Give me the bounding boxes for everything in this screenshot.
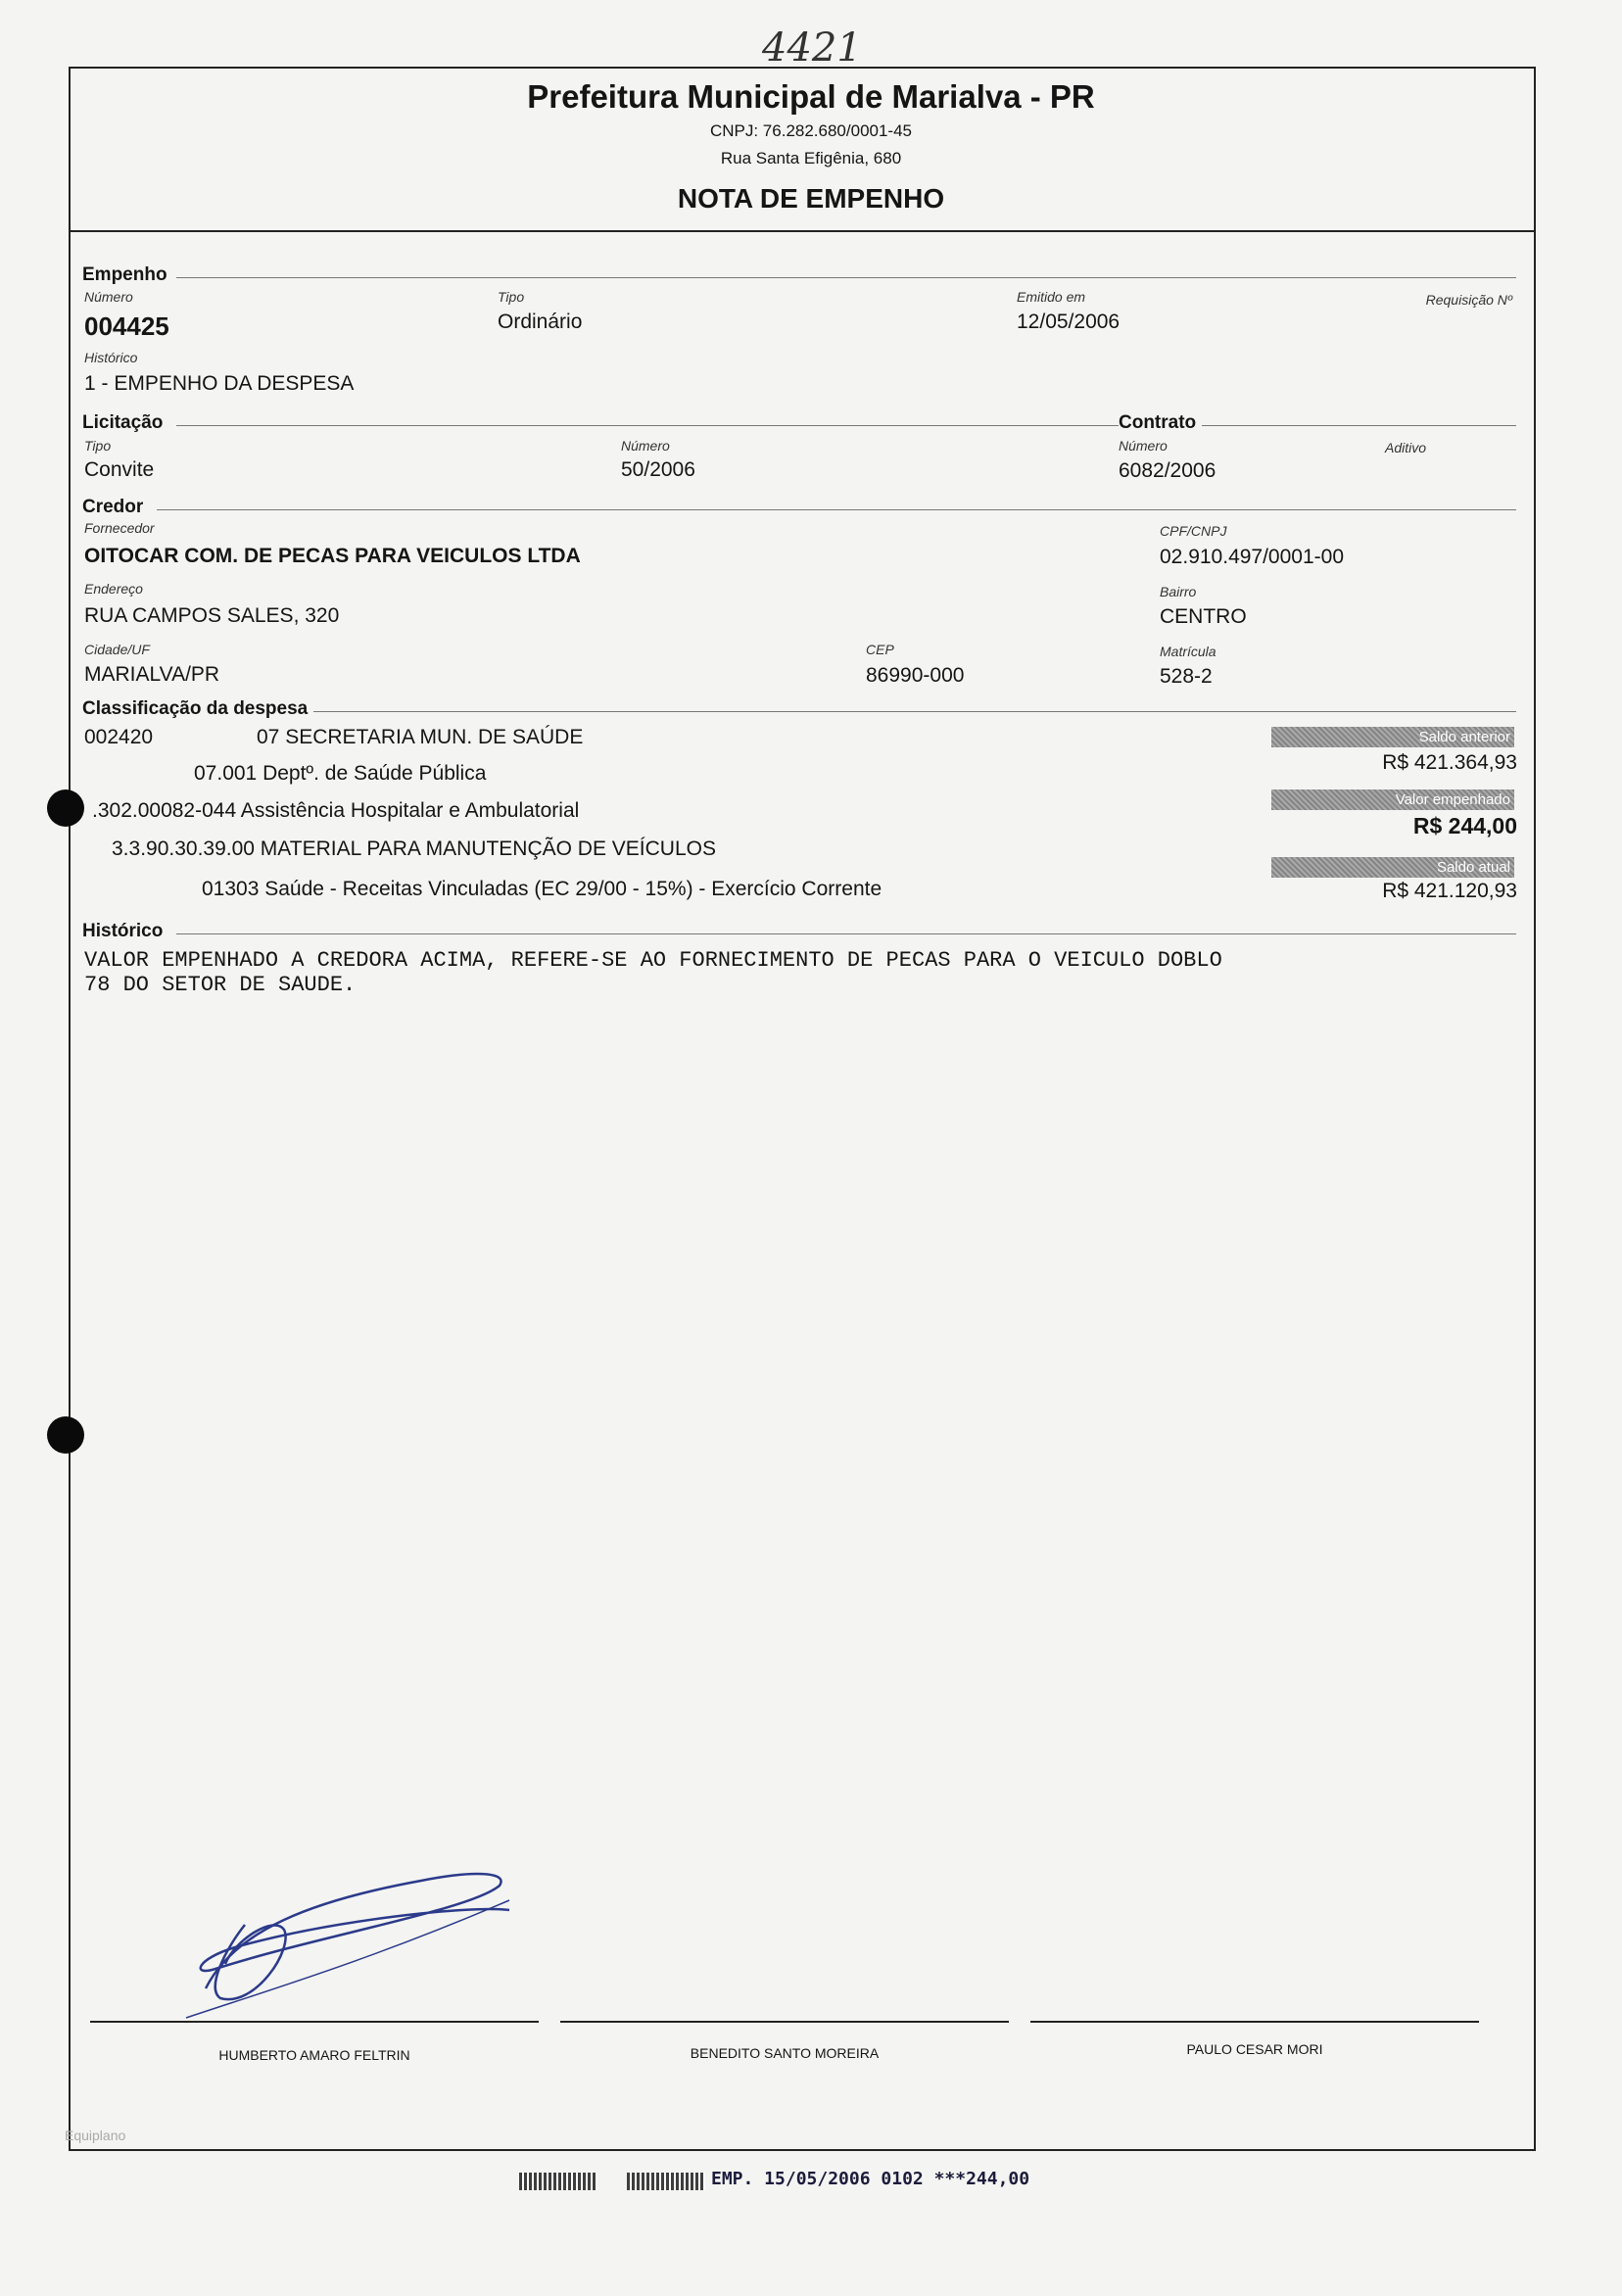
historico-section-label: Histórico	[82, 921, 168, 942]
stamp-barcode-2	[627, 2173, 705, 2190]
signature-name-2: BENEDITO SANTO MOREIRA	[690, 2045, 880, 2061]
address-text: Rua Santa Efigênia, 680	[720, 149, 902, 167]
empenho-tipo: Ordinário	[498, 311, 583, 333]
historico-rule	[176, 933, 1516, 934]
endereco-value: RUA CAMPOS SALES, 320	[84, 604, 340, 627]
requisicao-label: Requisição Nº	[1425, 292, 1512, 308]
saldo-atual-label: Saldo atual	[1271, 857, 1514, 878]
cep-value: 86990-000	[866, 664, 965, 687]
signature-line-1	[90, 2021, 539, 2023]
classificacao-fonte: 01303 Saúde - Receitas Vinculadas (EC 29/00 - 15%) - Exercício Corrente	[202, 878, 883, 900]
contrato-section-label: Contrato	[1119, 412, 1202, 434]
historico-line-2: 78 DO SETOR DE SAUDE.	[84, 973, 357, 997]
signature-name-3: PAULO CESAR MORI	[1186, 2041, 1323, 2057]
empenho-numero-label: Número	[84, 289, 133, 305]
saldo-anterior-label: Saldo anterior	[1271, 727, 1514, 747]
emitido-label: Emitido em	[1017, 289, 1086, 305]
signature-line-2	[560, 2021, 1009, 2023]
cidade-label: Cidade/UF	[84, 642, 150, 657]
bairro-label: Bairro	[1160, 584, 1197, 599]
document-title: NOTA DE EMPENHO	[677, 183, 945, 214]
licitacao-tipo: Convite	[84, 458, 155, 481]
punch-hole-top	[47, 789, 84, 827]
matricula-value: 528-2	[1160, 665, 1213, 688]
fornecedor-label: Fornecedor	[84, 520, 155, 536]
licitacao-numero: 50/2006	[621, 458, 695, 481]
classificacao-secretaria: 07 SECRETARIA MUN. DE SAÚDE	[257, 726, 584, 748]
empenho-historico-label: Histórico	[84, 350, 138, 365]
licitacao-section-label: Licitação	[82, 412, 168, 434]
historico-line-1: VALOR EMPENHADO A CREDORA ACIMA, REFERE-SE AO FORNECIMENTO DE PECAS PARA O VEICULO DOBLO	[84, 948, 1222, 973]
endereco-label: Endereço	[84, 581, 143, 597]
cpf-label: CPF/CNPJ	[1160, 523, 1227, 539]
signature-scribble	[176, 1842, 529, 2037]
saldo-anterior-value: R$ 421.364,93	[1382, 751, 1517, 774]
stamp-text: EMP. 15/05/2006 0102 ***244,00	[711, 2169, 1030, 2189]
empenho-numero: 004425	[84, 311, 169, 341]
valor-empenhado-value: R$ 244,00	[1412, 813, 1517, 838]
valor-empenhado-label: Valor empenhado	[1271, 789, 1514, 810]
credor-section-label: Credor	[82, 497, 149, 518]
handwritten-number: 4421	[762, 25, 862, 71]
licitacao-rule	[176, 425, 1516, 426]
header-separator	[69, 230, 1534, 232]
cep-label: CEP	[866, 642, 894, 657]
cpf-value: 02.910.497/0001-00	[1160, 546, 1345, 568]
classificacao-section-label: Classificação da despesa	[82, 698, 313, 720]
saldo-atual-value: R$ 421.120,93	[1382, 880, 1517, 902]
emitido-date: 12/05/2006	[1017, 311, 1121, 333]
fornecedor-name: OITOCAR COM. DE PECAS PARA VEICULOS LTDA	[84, 545, 581, 567]
signature-line-3	[1030, 2021, 1479, 2023]
aditivo-label: Aditivo	[1385, 440, 1427, 455]
classificacao-rule	[313, 711, 1516, 712]
page-title: Prefeitura Municipal de Marialva - PR	[527, 78, 1095, 115]
empenho-rule	[176, 277, 1516, 278]
classificacao-elemento: 3.3.90.30.39.00 MATERIAL PARA MANUTENÇÃO DE VEÍCULOS	[112, 837, 716, 860]
signature-name-1: HUMBERTO AMARO FELTRIN	[218, 2047, 410, 2063]
cnpj-text: CNPJ: 76.282.680/0001-45	[709, 121, 913, 140]
empenho-section-label: Empenho	[82, 264, 173, 286]
empenho-historico: 1 - EMPENHO DA DESPESA	[84, 372, 355, 395]
licitacao-numero-label: Número	[621, 438, 670, 454]
matricula-label: Matrícula	[1160, 644, 1216, 659]
classificacao-code: 002420	[84, 726, 154, 748]
contrato-numero: 6082/2006	[1119, 459, 1216, 482]
classificacao-funcional: .302.00082-044 Assistência Hospitalar e Ambulatorial	[92, 799, 580, 822]
empenho-tipo-label: Tipo	[498, 289, 525, 305]
stamp-barcode-1	[519, 2173, 597, 2190]
licitacao-tipo-label: Tipo	[84, 438, 112, 454]
contrato-numero-label: Número	[1119, 438, 1168, 454]
classificacao-departamento: 07.001 Deptº. de Saúde Pública	[194, 762, 487, 785]
bairro-value: CENTRO	[1160, 605, 1247, 628]
footer-brand: Equiplano	[65, 2128, 126, 2143]
credor-rule	[157, 509, 1516, 510]
cidade-value: MARIALVA/PR	[84, 663, 220, 686]
punch-hole-bottom	[47, 1416, 84, 1454]
